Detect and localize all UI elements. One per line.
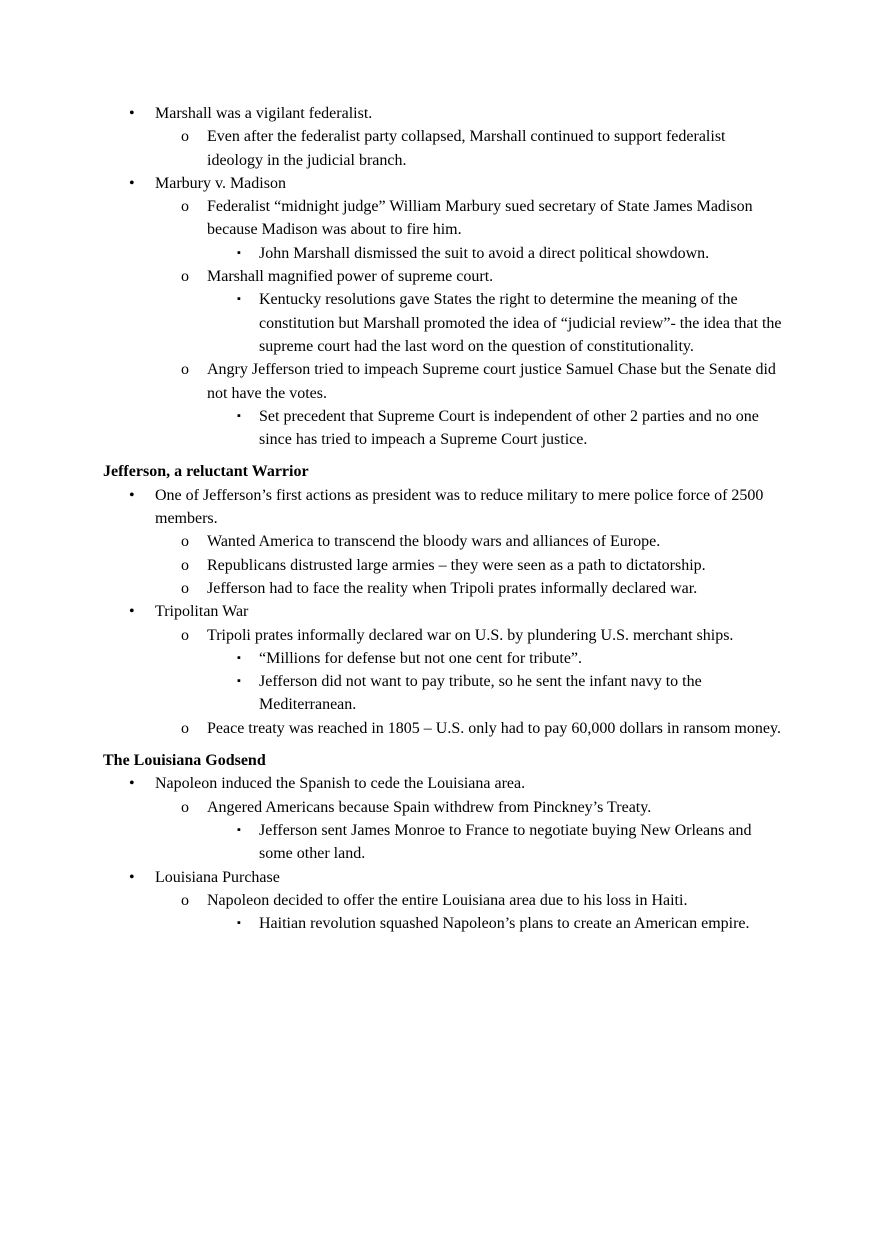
list-item-level-2 [155,195,783,265]
circle-marker-icon: o [181,719,189,737]
sub-list [155,195,783,451]
list-item-level-1 [103,484,783,600]
list-item-text: Haitian revolution squashed Napoleon’s plans to create an American empire. [259,915,750,933]
list-item-text: One of Jefferson’s first actions as president was to reduce military to mere police force of 2500 members. [155,486,764,528]
list-item-text: Jefferson did not want to pay tribute, so he sent the infant navy to the Mediterranean. [259,673,702,714]
list-item-level-1 [103,866,783,936]
circle-marker-icon: o [181,198,189,216]
list-item-text: Republicans distrusted large armies – they were seen as a path to dictatorship. [207,556,706,574]
list-item-level-1 [103,600,783,740]
list-item-text: Marshall magnified power of supreme court. [207,268,494,286]
list-item-level-1 [103,102,783,172]
list-item-text: Louisiana Purchase [155,868,280,886]
list-item-level-2 [155,717,783,740]
outline-section [103,102,783,451]
list-item-level-3 [207,819,783,866]
list-item-level-3 [207,647,783,670]
sub-sub-list [207,288,783,358]
list-item-text: Napoleon induced the Spanish to cede the Louisiana area. [155,775,526,793]
sub-list [155,624,783,740]
sub-list [155,889,783,936]
list-item-level-3 [207,912,783,935]
circle-marker-icon: o [181,579,189,597]
list-item-level-2 [155,265,783,358]
square-marker-icon: ▪ [237,823,241,836]
outline-section [103,749,783,935]
circle-marker-icon: o [181,556,189,574]
list-item-level-2 [155,358,783,451]
square-marker-icon: ▪ [237,293,241,306]
square-marker-icon: ▪ [237,917,241,930]
notes-content [103,102,783,935]
sub-sub-list [207,405,783,452]
list-item-text: Jefferson had to face the reality when Tripoli prates informally declared war. [207,579,698,597]
sub-sub-list [207,647,783,717]
list-item-level-2 [155,577,783,600]
bullet-marker-icon: • [129,775,135,793]
section-heading: The Louisiana Godsend [103,752,266,770]
sub-sub-list [207,912,783,935]
section-heading: Jefferson, a reluctant Warrior [103,463,309,481]
list-item-text: Tripolitan War [155,603,249,621]
circle-marker-icon: o [181,361,189,379]
list-item-text: Tripoli prates informally declared war on U.S. by plundering U.S. merchant ships. [207,626,734,644]
list-item-level-2 [155,889,783,936]
circle-marker-icon: o [181,268,189,286]
list-item-level-3 [207,670,783,717]
outline-section [103,460,783,740]
circle-marker-icon: o [181,626,189,644]
list-item-level-2 [155,796,783,866]
list-item-text: Angry Jefferson tried to impeach Supreme court justice Samuel Chase but the Senate did not have the votes. [207,361,776,402]
list-item-level-3 [207,288,783,358]
sub-sub-list [207,242,783,265]
sub-sub-list [207,819,783,866]
circle-marker-icon: o [181,891,189,909]
square-marker-icon: ▪ [237,675,241,688]
circle-marker-icon: o [181,128,189,146]
list-item-level-2 [155,530,783,553]
list-item-text: Marshall was a vigilant federalist. [155,105,373,122]
bullet-marker-icon: • [129,174,135,192]
list-item-text: Angered Americans because Spain withdrew from Pinckney’s Treaty. [207,798,652,816]
list-item-level-3 [207,242,783,265]
list-item-text: Jefferson sent James Monroe to France to negotiate buying New Orleans and some other land. [259,821,752,863]
sub-list [155,125,783,172]
square-marker-icon: ▪ [237,246,241,259]
list-item-text: Napoleon decided to offer the entire Louisiana area due to his loss in Haiti. [207,891,688,909]
sub-list [155,530,783,600]
list-item-text: “Millions for defense but not one cent for tribute”. [259,649,583,667]
bullet-list [103,102,783,451]
bullet-list [103,772,783,935]
square-marker-icon: ▪ [237,651,241,664]
list-item-level-1 [103,772,783,865]
list-item-level-2 [155,624,783,717]
bullet-marker-icon: • [129,603,135,621]
list-item-text: Kentucky resolutions gave States the right to determine the meaning of the constitution but Marshall promoted the idea of “judicial review”- the idea that the supreme court had the last word on the question of constitutionality. [259,291,782,355]
list-item-level-1 [103,172,783,452]
list-item-level-2 [155,554,783,577]
sub-list [155,796,783,866]
list-item-level-2 [155,125,783,172]
list-item-text: Wanted America to transcend the bloody wars and alliances of Europe. [207,533,661,551]
list-item-level-3 [207,405,783,452]
bullet-list [103,484,783,740]
circle-marker-icon: o [181,798,189,816]
list-item-text: Set precedent that Supreme Court is independent of other 2 parties and no one since has tried to impeach a Supreme Court justice. [259,407,759,449]
square-marker-icon: ▪ [237,409,241,422]
list-item-text: Even after the federalist party collapsed, Marshall continued to support federalist ideology in the judicial branch. [207,128,726,169]
bullet-marker-icon: • [129,868,135,886]
list-item-text: Marbury v. Madison [155,174,286,192]
bullet-marker-icon: • [129,105,135,122]
circle-marker-icon: o [181,533,189,551]
list-item-text: John Marshall dismissed the suit to avoid a direct political showdown. [259,244,710,262]
list-item-text: Federalist “midnight judge” William Marbury sued secretary of State James Madison because Madison was about to fire him. [207,198,753,239]
bullet-marker-icon: • [129,486,135,504]
list-item-text: Peace treaty was reached in 1805 – U.S. only had to pay 60,000 dollars in ransom money. [207,719,781,737]
